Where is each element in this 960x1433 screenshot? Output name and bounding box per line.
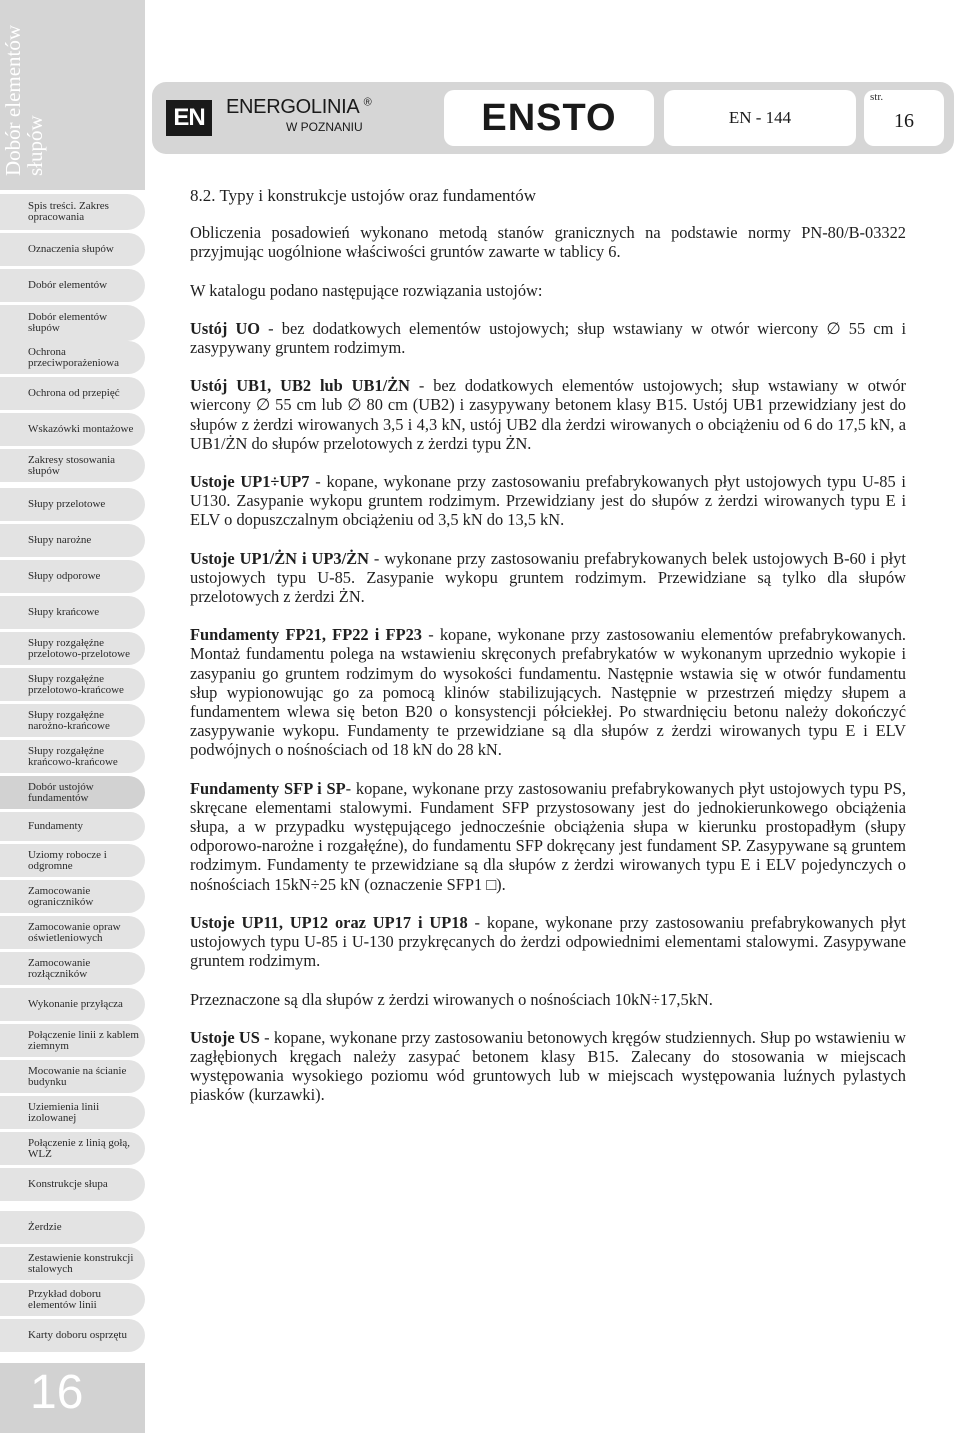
sidebar-item[interactable] xyxy=(0,880,145,913)
sidebar-item[interactable] xyxy=(0,812,145,841)
term-ustoje-up11: Ustoje UP11, UP12 oraz UP17 i UP18 xyxy=(190,912,468,932)
sidebar-item[interactable] xyxy=(0,1211,145,1244)
sidebar-item[interactable] xyxy=(0,916,145,949)
sidebar-item-label: Mocowanie na ścianie budynku xyxy=(28,1064,127,1088)
sidebar-item-label: Zestawienie konstrukcji stalowych xyxy=(28,1251,134,1275)
term-ustoje-upzn: Ustoje UP1/ŻN i UP3/ŻN xyxy=(190,548,369,568)
sidebar-item[interactable] xyxy=(0,305,145,341)
paragraph-intro: Obliczenia posadowień wykonano metodą stanów granicznych na podstawie normy PN-80/B-03322 przyjmując uogólnione właściwości gruntów zawarte w tablicy 6. xyxy=(190,223,906,262)
sidebar-item-label: Słupy przelotowe xyxy=(28,498,106,510)
sidebar-item-label: Słupy odporowe xyxy=(28,570,101,582)
page-number: 16 xyxy=(894,110,914,132)
paragraph-ustoje-up11: Ustoje UP11, UP12 oraz UP17 i UP18 - kopane, wykonane przy zastosowaniu prefabrykowanych płyt ustojowych typu U-85 i U-130 przykręcanych do żerdzi odpowiednimi elementami stalowymi. Zasypywane gruntem rodzimym. xyxy=(190,912,906,971)
sidebar-item[interactable] xyxy=(0,377,145,410)
paragraph-catalog: W katalogu podano następujące rozwiązania ustojów: xyxy=(190,280,543,300)
sidebar-item-label: Zamocowanie opraw oświetleniowych xyxy=(28,920,121,944)
sidebar-item-label: Zamocowanie ograniczników xyxy=(28,884,94,908)
paragraph-fundamenty-sfp: Fundamenty SFP i SP- kopane, wykonane przy zastosowaniu prefabrykowanych płyt ustojowych typu PS, skręcane elementami stalowymi. Fundament SFP przystosowany jest do jednokierunkowego obciążenia słupa, a w przypadku występującego jednocześnie obciążenia słupa w kierunku prostopadłym (słupy odporowo-narożne i rozgałęźne), do fundamentu SFP dokręcany jest fundament SP. Zasypywane są gruntem rodzimym. Fundamenty te przewidziane są dla słupów z żerdzi wirowanych typu E i ELV pojedynczych o nośnościach 15kN÷25 kN (oznaczenie SFP1 □). xyxy=(190,778,906,894)
sidebar-item-label: Słupy rozgałęźne krańcowo-krańcowe xyxy=(28,744,118,768)
ensto-logo: ENSTO xyxy=(481,96,617,139)
sidebar-item[interactable] xyxy=(0,632,145,665)
sidebar-item[interactable] xyxy=(0,844,145,877)
sidebar-item[interactable] xyxy=(0,1283,145,1316)
sidebar-item-label: Oznaczenia słupów xyxy=(28,243,114,255)
sidebar-item-label: Wskazówki montażowe xyxy=(28,423,134,435)
ensto-logo-box xyxy=(444,90,654,146)
sidebar-item-label: Spis treści. Zakres opracowania xyxy=(28,200,109,223)
section-title: 8.2. Typy i konstrukcje ustojów oraz fundamentów xyxy=(190,186,536,205)
sidebar-nav xyxy=(0,194,145,1355)
sidebar-item-label: Dobór elementów słupów xyxy=(28,311,108,334)
brand xyxy=(226,96,371,134)
sidebar-item-label: Słupy rozgałęźne przelotowo-krańcowe xyxy=(28,672,124,696)
main-content xyxy=(190,186,906,1105)
sidebar-item[interactable] xyxy=(0,776,145,809)
sidebar-item[interactable] xyxy=(0,1132,145,1165)
term-ustoje-us: Ustoje US xyxy=(190,1027,260,1047)
sidebar-item-label: Przykład doboru elementów linii xyxy=(28,1287,102,1311)
sidebar-item-label: Ochrona przeciwporażeniowa xyxy=(28,345,120,369)
paragraph-ustoje-us: Ustoje US - kopane, wykonane przy zastosowaniu betonowych kręgów studziennych. Słup po wstawieniu w zagłębionych kręgach należy zasypać betonem klasy B15. Zalecany do stosowania w miejscach występowania wysokiego poziomu wód gruntowych lub w miejscach występowania luźnych pylastych piasków (kurzawki). xyxy=(190,1027,906,1105)
sidebar-item[interactable] xyxy=(0,704,145,737)
sidebar-item-label: Połączenie linii z kablem ziemnym xyxy=(28,1028,139,1052)
term-fundamenty-sfp: Fundamenty SFP i SP xyxy=(190,778,346,798)
sidebar-item[interactable] xyxy=(0,668,145,701)
brand-name: ENERGOLINIA ® xyxy=(226,96,372,118)
paragraph-ustoje-upzn: Ustoje UP1/ŻN i UP3/ŻN - wykonane przy zastosowaniu prefabrykowanych belek ustojowych B-60 i płyt ustojowych typu U-85. Zasypanie wykopu gruntem rodzimym. Przewidziane są tylko dla słupów przelotowych z żerdzi ŻN. xyxy=(190,548,906,607)
sidebar-page-number: 16 xyxy=(30,1366,84,1419)
sidebar-item[interactable] xyxy=(0,560,145,593)
sidebar-item-label: Zakresy stosowania słupów xyxy=(28,453,116,477)
sidebar-item[interactable] xyxy=(0,194,145,230)
sidebar-footer xyxy=(0,1363,145,1433)
sidebar-item[interactable] xyxy=(0,1096,145,1129)
sidebar-item[interactable] xyxy=(0,952,145,985)
sidebar-item-label: Słupy krańcowe xyxy=(28,606,100,618)
sidebar-item-label: Zamocowanie rozłączników xyxy=(28,956,91,980)
sidebar-item[interactable] xyxy=(0,488,145,521)
sidebar-item-label: Słupy rozgałęźne przelotowo-przelotowe xyxy=(28,636,131,660)
sidebar-item[interactable] xyxy=(0,740,145,773)
sidebar-item[interactable] xyxy=(0,1024,145,1057)
sidebar-item[interactable] xyxy=(0,269,145,302)
page-header xyxy=(152,82,954,154)
sidebar-item-label: Połączenie z linią gołą, WLZ xyxy=(28,1136,131,1160)
sidebar-item-label: Konstrukcje słupa xyxy=(28,1178,108,1190)
paragraph-fundamenty-fp: Fundamenty FP21, FP22 i FP23 - kopane, wykonane przy zastosowaniu elementów prefabrykowanych. Montaż fundamentu polega na wstawieniu skręconych prefabrykatów w wykonanym uprzednio wykopie i zasypaniu go gruntem rodzimym do wysokości fundamentu. Następnie wstawia się w otwór fundamentu słup wypionowując go za pomocą klinów stabilizujących. Następnie w przestrzeń między słupem a fundamentem wlewa się beton B20 o konsystencji półciekłej. Po stwardnięciu betonu należy dokończyć zasypywanie wykopu. Fundamenty te przewidziane są dla słupów z żerdzi wirowanych typu E i ELV podwójnych o nośnościach od 18 kN do 28 kN. xyxy=(190,625,906,760)
page-label: str. xyxy=(870,91,884,103)
sidebar-item[interactable] xyxy=(0,988,145,1021)
term-fundamenty-fp: Fundamenty FP21, FP22 i FP23 xyxy=(190,625,422,645)
sidebar-item[interactable] xyxy=(0,1247,145,1280)
sidebar-item-label: Wykonanie przyłącza xyxy=(28,998,123,1010)
sidebar-header xyxy=(0,0,145,190)
paragraph-przeznaczone: Przeznaczone są dla słupów z żerdzi wirowanych o nośnościach 10kN÷17,5kN. xyxy=(190,989,713,1009)
sidebar-item[interactable] xyxy=(0,1060,145,1093)
sidebar-item-label: Słupy narożne xyxy=(28,534,92,546)
sidebar-item-label: Uziomy robocze i odgromne xyxy=(28,848,107,872)
sidebar-item-label: Słupy rozgałęźne narożno-krańcowe xyxy=(28,708,110,732)
sidebar-item[interactable] xyxy=(0,524,145,557)
paragraph-ustoj-ub: Ustój UB1, UB2 lub UB1/ŻN - bez dodatkowych elementów ustojowych; słup wstawiany w otwór wiercony ∅ 55 cm lub ∅ 80 cm (UB2) i zasypywany betonem klasy B15. Ustój UB1 przewidziany jest do słupów z żerdzi wirowanych 3,5 i 4,3 kN, ustój UB2 dla żerdzi wirowanych o obciążeniu od 6 do 17,5 kN, a UB1/ŻN do słupów przelotowych z żerdzi typu ŻN. xyxy=(190,376,906,453)
paragraph-ustoj-uo: Ustój UO - bez dodatkowych elementów ustojowych; słup wstawiany w otwór wiercony ∅ 55 cm i zasypywany gruntem rodzimym. xyxy=(190,318,906,358)
sidebar-item-label: Dobór ustojów fundamentów xyxy=(28,780,94,804)
doc-code: EN - 144 xyxy=(728,108,792,127)
brand-subtitle: W POZNANIU xyxy=(286,120,363,134)
sidebar-item-label: Uziemienia linii izolowanej xyxy=(28,1100,100,1124)
doc-code-box xyxy=(664,90,856,146)
sidebar-item-label: Dobór elementów xyxy=(28,279,108,291)
sidebar-item-label: Żerdzie xyxy=(28,1221,62,1233)
sidebar-item[interactable] xyxy=(0,233,145,266)
term-ustoj-uo: Ustój UO xyxy=(190,318,261,338)
sidebar-item[interactable] xyxy=(0,413,145,446)
sidebar-item[interactable] xyxy=(0,341,145,374)
page-number-box xyxy=(864,90,944,146)
sidebar-title: Dobór elementów słupów xyxy=(1,24,47,176)
paragraph-ustoje-up1: Ustoje UP1÷UP7 - kopane, wykonane przy zastosowaniu prefabrykowanych płyt ustojowych typu U-85 i U130. Zasypanie wykopu gruntem rodzimym. Przewidziany jest do słupów z żerdzi wirowanych typu E i ELV o dopuszczalnym obciążeniu od 3,5 kN do 13,5 kN. xyxy=(190,472,906,530)
sidebar-item-label: Ochrona od przepięć xyxy=(28,387,120,399)
sidebar-item[interactable] xyxy=(0,1168,145,1201)
term-ustoje-up1: Ustoje UP1÷UP7 xyxy=(190,472,310,492)
sidebar-item-label: Karty doboru osprzętu xyxy=(28,1329,127,1341)
sidebar-item[interactable] xyxy=(0,1319,145,1352)
term-ustoj-ub: Ustój UB1, UB2 lub UB1/ŻN xyxy=(190,376,410,396)
sidebar-item-label: Fundamenty xyxy=(28,820,83,832)
sidebar-item[interactable] xyxy=(0,449,145,482)
registered-mark: ® xyxy=(363,96,372,109)
sidebar xyxy=(0,0,145,1433)
en-logo: EN xyxy=(166,100,212,136)
sidebar-item[interactable] xyxy=(0,596,145,629)
